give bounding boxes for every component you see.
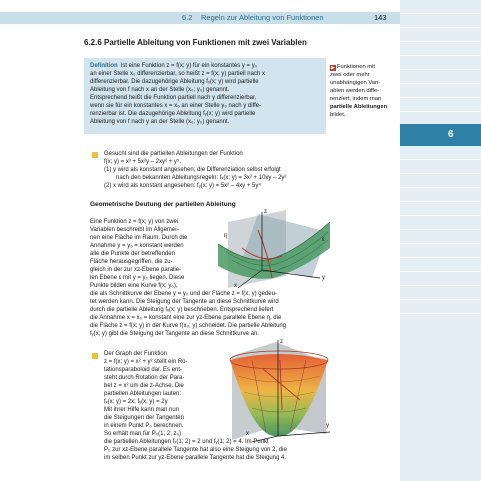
margin-note-line: partielle Ableitungen <box>330 104 388 110</box>
thumb-index-row <box>400 56 481 70</box>
definition-line: an einer Stelle x₀ differenzierbar, so heißt z = f(x; y) partiell nach x <box>90 71 265 77</box>
thumb-index-row <box>400 272 481 286</box>
example-2-line: tationsparaboloid dar. Es ent- <box>104 367 183 373</box>
thumb-index-row <box>400 84 481 98</box>
geometric-line: durch die partielle Ableitung fₓ(x; y) beschrieben. Entsprechend liefert <box>90 307 274 313</box>
margin-note-line: zwei oder mehr <box>330 72 370 78</box>
margin-note <box>330 63 400 119</box>
page-number: 143 <box>374 13 387 22</box>
geometric-line: die Annahme x = x₀ = konstant eine zur yz-Ebene parallele Ebene η, die <box>90 315 282 321</box>
paraboloid-svg <box>222 340 334 442</box>
axis-label-x: x <box>246 431 249 437</box>
thumb-index-row <box>400 0 481 14</box>
thumb-index-row <box>400 258 481 272</box>
header-section-number: 6.2 <box>182 13 193 22</box>
margin-note-line: Funktionen mit <box>337 64 376 70</box>
geometric-line: Fläche herausgegriffen, die zu- <box>90 259 173 265</box>
running-header <box>0 0 400 30</box>
thumb-index-row <box>400 14 481 28</box>
thumb-index-row <box>400 146 481 160</box>
definition-line: renzierbar ist. Die dazugehörige Ableitung fᵧ(x; y) wird partielle <box>90 111 256 117</box>
thumb-index-row <box>400 230 481 244</box>
thumb-index-row <box>400 216 481 230</box>
arrow-right-icon: ▶ <box>331 65 335 71</box>
definition-label: Definition <box>90 63 118 69</box>
margin-note-line: bildet. <box>330 112 346 118</box>
geometric-line: alle die Punkte der betreffenden <box>90 251 175 257</box>
thumb-index-row <box>400 70 481 84</box>
geometric-line: Variablen beschreibt im Allgemei- <box>90 227 179 233</box>
example-2-line: die Steigungen der Tangenten <box>104 415 184 421</box>
geometric-line: gleich in der zur xz-Ebene paralle- <box>90 267 182 273</box>
thumb-index-row <box>400 300 481 314</box>
example-marker-icon <box>92 353 98 359</box>
chapter-tab[interactable] <box>400 124 481 146</box>
example-2-line: die partiellen Ableitungen fₓ(1; 2) = 2 und fᵧ(1; 2) = 4. Im Punkt <box>104 439 269 445</box>
margin-note-line: ablen werden diffe- <box>330 88 380 94</box>
example-1-line: nach den bekannten Ableitungsregeln: fₓ(x; y) = 3x² + 10xy – 2y² <box>116 175 287 181</box>
thumb-index-row <box>400 98 481 112</box>
definition-line: Ableitung von f nach x an der Stelle (x₀; y₀) genannt. <box>90 87 230 93</box>
example-1 <box>104 150 344 190</box>
example-1-line: f(x; y) = x³ + 5x²y – 2xy² + y⁵. <box>104 159 182 165</box>
plane-label-eta: η <box>224 233 228 239</box>
thumb-index-row <box>400 28 481 42</box>
definition-line: Ist eine Funktion z = f(x; y) für ein konstantes y = y₀ <box>120 63 258 69</box>
thumb-index-row <box>400 286 481 300</box>
section-heading: 6.2.6 Partielle Ableitung von Funktionen mit zwei Variablen <box>84 38 307 47</box>
geometric-line: Punkte bilden eine Kurve f(x; y₀), <box>90 283 178 289</box>
axis-label-y: y <box>326 423 329 429</box>
example-1-line: (1) y wird als konstant angesehen; die Differenziation selbst erfolgt <box>104 167 281 173</box>
header-bar <box>0 12 400 24</box>
plane-label-eps: ε <box>322 237 325 243</box>
thumb-index-row <box>400 244 481 258</box>
axis-label-z: z <box>264 209 267 215</box>
thumb-index-row <box>400 202 481 216</box>
definition-line: differenzierbar. Die dazugehörige Ableitung fₓ(x; y) wird partielle <box>90 79 259 85</box>
example-2-line: partiellen Ableitungen lauten: <box>104 391 182 397</box>
surface-figure <box>212 208 334 292</box>
axis-label-y: y <box>322 275 325 281</box>
example-2-line: So erhält man für P₀(1; 2; z₀) <box>104 431 182 437</box>
example-2-line: in einem Punkt P₀ berechnen. <box>104 423 184 429</box>
definition-line: wenn sie für ein konstantes x = x₀ an einer Stelle y₀ nach y diffe- <box>90 103 262 109</box>
geometric-line: die Fläche z = f(x; y) in der Kurve f(x₀; y) schneidet. Die partielle Ableitung <box>90 323 287 329</box>
example-2-line: fₓ(x; y) = 2x; fᵧ(x; y) = 2y <box>104 399 168 405</box>
paraboloid-figure <box>222 340 334 442</box>
geometric-line: fᵧ(x; y) gibt die Steigung der Tangente an diese Schnittkurve an. <box>90 331 259 337</box>
geometric-line: tet werden kann. Die Steigung der Tangente an diese Schnittkurve wird <box>90 299 279 305</box>
example-2-line: z = f(x; y) = x² + y² stellt ein Ro- <box>104 359 188 365</box>
example-2-line: Der Graph der Funktion <box>104 351 168 357</box>
margin-note-line: unabhängigen Vari- <box>330 80 381 86</box>
axis-label-x: x <box>234 283 237 289</box>
example-2-line: im selben Punkt zur yz-Ebene parallele Tangente hat die Steigung 4. <box>104 455 287 461</box>
definition-line: Entsprechend heißt die Funktion partiell nach y differenzierbar, <box>90 95 257 101</box>
example-marker-icon <box>92 152 98 158</box>
thumb-index-row <box>400 188 481 202</box>
thumb-index-row <box>400 174 481 188</box>
geometric-line: die als Schnittkurve der Ebene y = y₀ und der Fläche z = f(x; y) gedeu- <box>90 291 277 297</box>
definition-box <box>84 58 326 134</box>
thumb-index <box>400 0 481 481</box>
example-1-line: (2) x wird als konstant angesehen: fᵧ(x; y) = 5x² – 4xy + 5y⁴ <box>104 183 261 189</box>
geometric-line: nen eine Fläche im Raum. Durch die <box>90 235 188 241</box>
chapter-number: 6 <box>448 129 454 140</box>
header-section-title: Regeln zur Ableitung von Funktionen <box>201 13 324 22</box>
example-1-line: Gesucht sind die partiellen Ableitungen der Funktion <box>104 151 243 157</box>
geometric-line: Annahme y = y₀ = konstant werden <box>90 243 184 249</box>
example-2-line: bel z = x² um die z-Achse. Die <box>104 383 184 389</box>
surface-svg <box>212 208 334 292</box>
geometric-line: Eine Funktion z = f(x; y) von zwei <box>90 219 179 225</box>
axis-label-z: z <box>280 339 283 345</box>
example-2-line: Mit ihrer Hilfe kann man nun <box>104 407 180 413</box>
margin-note-line: renziert, indem man <box>330 96 382 102</box>
geometric-text-narrow <box>90 218 220 290</box>
example-2-narrow <box>104 350 224 438</box>
definition-line: Ableitung von f nach y an der Stelle (x₀; y₀) genannt. <box>90 119 230 125</box>
thumb-index-row <box>400 42 481 56</box>
example-2-wide <box>104 438 344 462</box>
thumb-index-row <box>400 160 481 174</box>
example-2-line: steht durch Rotation der Para- <box>104 375 185 381</box>
geometric-heading: Geometrische Deutung der partiellen Ableitung <box>90 201 236 208</box>
geometric-line: len Ebene ε mit y = y₀ liegen. Diese <box>90 275 185 281</box>
geometric-text-wide <box>90 290 330 338</box>
example-2-line: P₀ zur xz-Ebene parallele Tangente hat also eine Steigung von 2, die <box>104 447 287 453</box>
